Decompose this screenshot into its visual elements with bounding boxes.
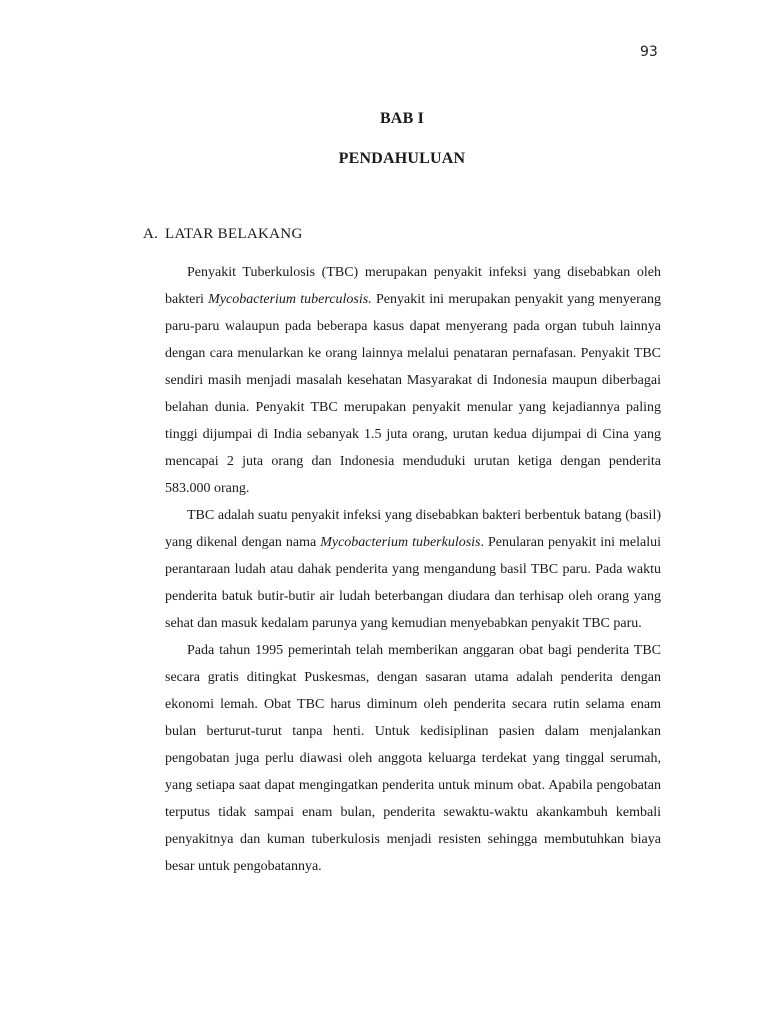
chapter-title: BAB I [379, 110, 425, 127]
paragraph-2-text-b: . Penularan penyakit ini melalui perantaraan ludah atau dahak penderita yang mengandung basil TBC paru. Pada waktu penderita batuk butir-butir air ludah beterbangan diudara dan terhisap oleh orang yang sehat dan masuk kedalam parunya yang kemudian menyebabkan penyakit TBC paru. [165, 535, 662, 631]
paragraph-1-italic: Mycobacterium tuberculosis. [208, 292, 372, 307]
paragraph-3: Pada tahun 1995 pemerintah telah memberikan anggaran obat bagi penderita TBC secara gratis ditingkat Puskesmas, dengan sasaran utama adalah penderita dengan ekonomi lemah. Obat TBC harus diminum oleh penderita secara rutin selama enam bulan berturut-turut tanpa henti. Untuk kedisiplinan pasien dalam menjalankan pengobatan juga perlu diawasi oleh anggota keluarga terdekat yang tinggal serumah, yang setiapa saat dapat mengingatkan penderita untuk minum obat. Apabila pengobatan terputus tidak sampai enam bulan, penderita sewaktu-waktu akankambuh kembali penyakitnya dan kuman tuberkulosis menjadi resisten sehingga membutuhkan biaya besar untuk pengobatannya. [165, 643, 661, 874]
body-text [165, 259, 661, 880]
section-heading [143, 226, 303, 243]
paragraph-1-text-b: Penyakit ini merupakan penyakit yang menyerang paru-paru walaupun pada beberapa kasus dapat menyerang pada organ tubuh lainnya dengan cara menularkan ke orang lainnya melalui penataran pernafasan. Penyakit TBC sendiri masih menjadi masalah kesehatan Masyarakat di Indonesia maupun diberbagai belahan dunia. Penyakit TBC merupakan penyakit menular yang kejadiannya paling tinggi dijumpai di India sebanyak 1.5 juta orang, urutan kedua dijumpai di Cina yang mencapai 2 juta orang dan Indonesia menduduki urutan ketiga dengan penderita 583.000 orang. [165, 292, 661, 496]
chapter-subtitle: PENDAHULUAN [338, 150, 466, 167]
page-number: 93 [640, 44, 658, 60]
paragraph-2-italic: Mycobacterium tuberkulosis [320, 535, 481, 550]
section-letter: A. [143, 226, 159, 242]
paragraph-2-text-a: TBC adalah suatu penyakit infeksi yang disebabkan bakteri berbentuk batang (basil) yang dikenal dengan nama [165, 508, 661, 550]
paragraph-1 [165, 259, 661, 502]
paragraph-1-text-a: Penyakit Tuberkulosis (TBC) merupakan penyakit infeksi yang disebabkan oleh bakteri [165, 265, 661, 307]
paragraph-2 [165, 502, 661, 637]
section-title: LATAR BELAKANG [165, 226, 303, 242]
